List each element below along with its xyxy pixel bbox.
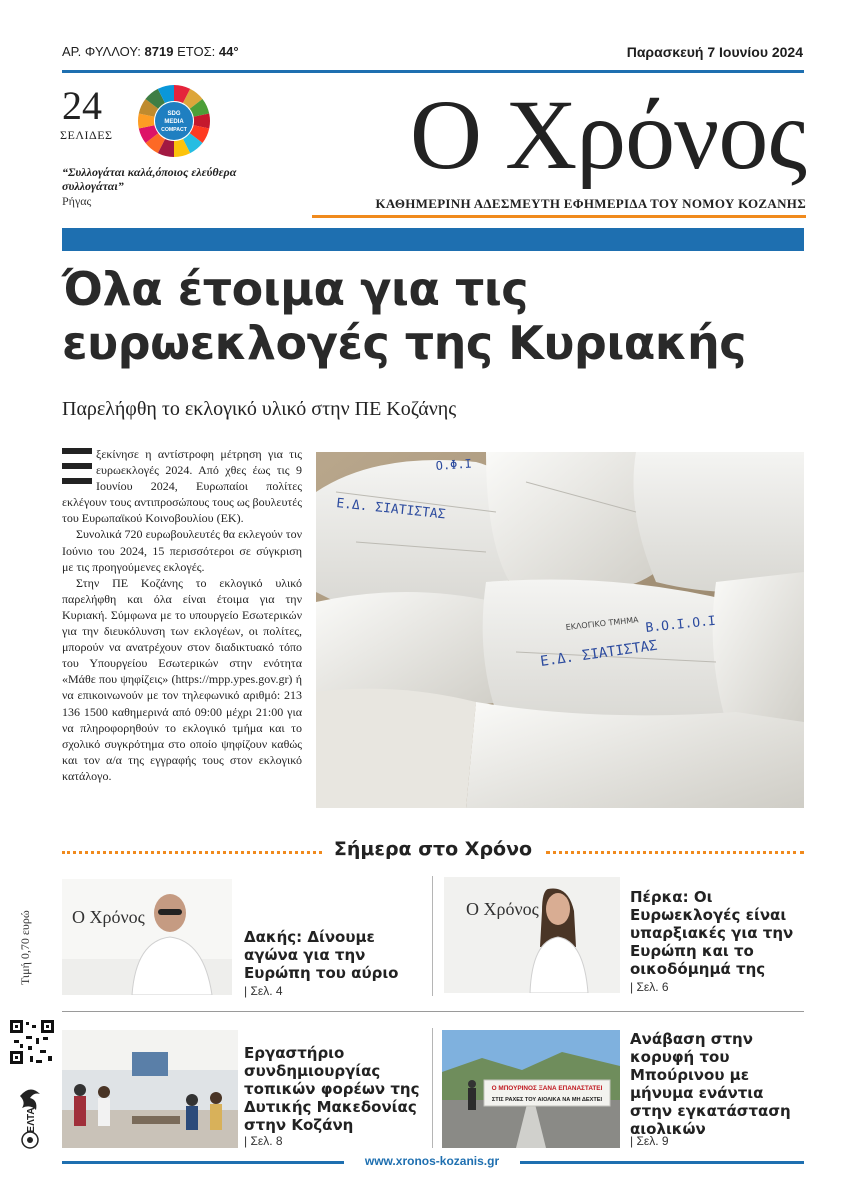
sdg-text-2: MEDIA (164, 119, 184, 125)
section-title: Σήμερα στο Χρόνο (333, 838, 533, 860)
photo-label-2: Ε.Δ. ΣΙΑΤΙΣΤΑΣ (539, 637, 659, 670)
lead-headline (62, 262, 804, 370)
paragraph-2: Συνολικά 720 ευρωβουλευτές θα εκλεγούν τον Ιούνιο του 2024, 15 περισσότεροι σε σύγκριση με τις προηγούμενες εκλογές. (62, 527, 302, 574)
photo-label-4: Β.Ο.Ι.Ο.Ι (644, 613, 717, 636)
quote-author: Ρήγας (62, 194, 92, 208)
issue-year: 44° (218, 44, 239, 59)
teaser-photo-dakis[interactable] (62, 879, 232, 995)
issue-number-label: ΑΡ. ΦΥΛΛΟΥ: (62, 44, 141, 59)
issue-info (62, 44, 239, 59)
headline-line-1: Όλα έτοιμα για τις (62, 262, 529, 316)
photo-label-5: Ο.Φ.Ι (435, 456, 473, 473)
teaser-photo-perka[interactable] (444, 877, 620, 993)
lead-body (62, 446, 302, 784)
teaser-title-4[interactable]: Ανάβαση στην κορυφή του Μπούρινου με μήνυμα ενάντια στην εγκατάσταση αιολικών (630, 1030, 791, 1138)
teaser-title-2[interactable]: Πέρκα: Οι Ευρωεκλογές είναι υπαρξιακές για την Ευρώπη και το οικοδόμημά της (630, 888, 794, 978)
banner-line-2: ΣΤΙΣ ΡΑΧΕΣ ΤΟΥ ΑΙΟΛΙΚΑ ΝΑ ΜΗ ΔΕΧΤΕΙ (491, 1097, 603, 1103)
issue-year-label: ΕΤΟΣ: (177, 44, 216, 59)
sdg-media-compact-logo (136, 83, 212, 159)
photo-logo-2: Ο Χρόνος (466, 899, 539, 919)
lead-photo (316, 452, 804, 808)
footer-rule-left (62, 1161, 344, 1164)
price-label: Τιμή 0,70 ευρώ (18, 910, 32, 985)
photo-label-3: ΕΚΛΟΓΙΚΟ ΤΜΗΜΑ (565, 615, 639, 632)
teaser-page-4: | Σελ. 9 (630, 1134, 669, 1148)
teaser-page-1: | Σελ. 4 (244, 984, 283, 998)
issue-number: 8719 (144, 44, 174, 59)
website-link[interactable]: www.xronos-kozanis.gr (364, 1154, 500, 1168)
banner-line-1: Ο ΜΠΟΥΡΙΝΟΣ ΞΑΝΑ ΕΠΑΝΑΣΤΑΤΕΙ (491, 1085, 603, 1092)
sdg-text-3: COMPACT (161, 127, 187, 133)
sdg-text-1: SDG (167, 111, 181, 117)
lead-deck: Παρελήφθη το εκλογικό υλικό στην ΠΕ Κοζάνης (62, 398, 457, 420)
newspaper-subtitle: ΚΑΘΗΜΕΡΙΝΗ ΑΔΕΣΜΕΥΤΗ ΕΦΗΜΕΡΙΔΑ ΤΟΥ ΝΟΜΟΥ ΚΟΖΑΝΗΣ (375, 196, 806, 211)
footer-rule-right (520, 1161, 804, 1164)
teaser-title-1[interactable]: Δακής: Δίνουμε αγώνα για την Ευρώπη του αύριο (244, 928, 399, 982)
teaser-row-rule (62, 1011, 804, 1012)
masthead-rule (312, 215, 806, 218)
top-rule (62, 70, 804, 73)
photo-label-1: Ε.Δ. ΣΙΑΤΙΣΤΑΣ (335, 496, 447, 523)
teaser-photo-bourinos[interactable] (442, 1030, 620, 1148)
paragraph-1 (62, 446, 302, 526)
paragraph-3: Στην ΠΕ Κοζάνης το εκλογικό υλικό παρελήφθη και όλα είναι έτοιμα για την Κυριακή. Σύμφωνα με το υπουργείο Εσωτερικών για την διευκόλυνση των εκλογέων, οι πολίτες, μπορούν να ανατρέχουν στον διαδικτυακό τόπο του Υπουργείου Εσωτερικών στην ενότητα «Μάθε που ψηφίζεις» (https://mpp.ypes.gov.gr) ή να επικοινωνούν με τον τηλεφωνικό αριθμό: 213 136 1500 καθημερινά από 09:00 μέχρι 21:00 για να πληροφορηθούν το εκλογικό τμήμα και το σχολικό συγκρότημα στο οποίο ψηφίζουν καθώς και τον α/α της εγγραφής τους στον εκλογικό κατάλογο. (62, 575, 302, 783)
teaser-page-2: | Σελ. 6 (630, 980, 669, 994)
photo-logo-1: Ο Χρόνος (72, 907, 145, 927)
teaser-title-3[interactable]: Εργαστήριο συνδημιουργίας τοπικών φορέων της Δυτικής Μακεδονίας στην Κοζάνη (244, 1044, 420, 1134)
dropcap-glyph (62, 448, 92, 494)
teaser-photo-workshop[interactable] (62, 1030, 238, 1148)
pages-label: ΣΕΛΙΔΕΣ (60, 128, 113, 142)
teaser-divider-top (432, 876, 433, 996)
pages-count: 24 (62, 83, 102, 128)
section-header (62, 838, 804, 864)
masthead-quote: “Συλλογάται καλά,όποιος ελεύθερα συλλογάται” (62, 165, 237, 193)
blue-band (62, 228, 804, 251)
paragraph-1-text: ξεκίνησε η αντίστροφη μέτρηση για τις ευρωεκλογές 2024. Από χθες έως τις 9 Ιουνίου 2024, Ευρωπαίοι πολίτες εκλέγουν τους αντιπροσώπους τους ως βουλευτές του Ευρωπαϊκού Κοινοβουλίου (ΕΚ). (62, 447, 302, 526)
teaser-divider-bottom (432, 1028, 433, 1148)
headline-line-2: ευρωεκλογές της Κυριακής (62, 316, 747, 370)
elta-logo (12, 1082, 48, 1150)
newspaper-title: Ο Χρόνος (409, 79, 806, 190)
teaser-page-3: | Σελ. 8 (244, 1134, 283, 1148)
issue-date: Παρασκευή 7 Ιουνίου 2024 (626, 44, 803, 60)
elta-text: ΕΛΤΑ (26, 1107, 37, 1133)
qr-code[interactable] (10, 1020, 54, 1064)
